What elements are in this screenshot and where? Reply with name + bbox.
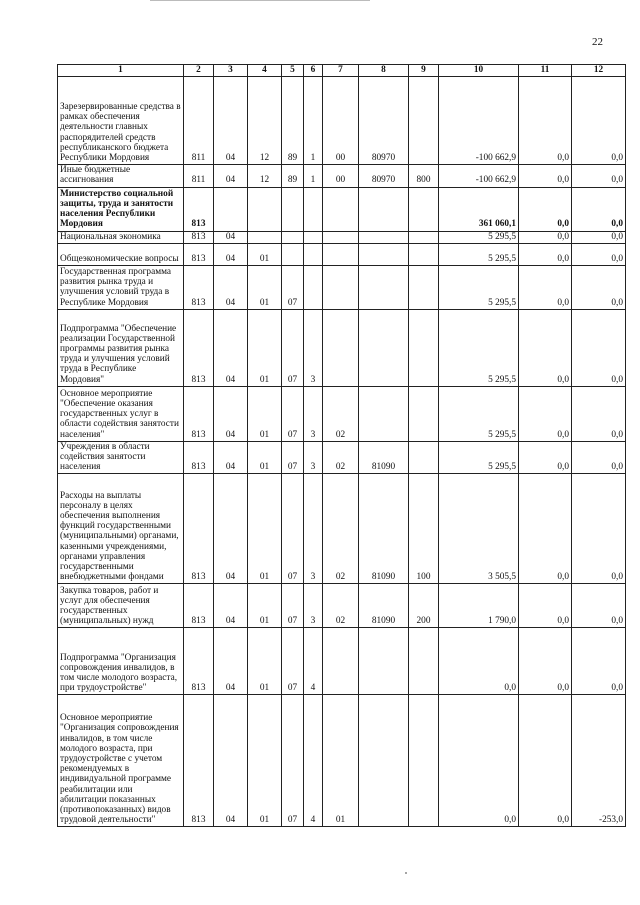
cell-subsection: 01 <box>248 441 282 474</box>
cell-section: 04 <box>214 165 248 187</box>
cell-direction: 80970 <box>359 77 409 165</box>
cell-amount-2: 0,0 <box>519 265 572 309</box>
cell-direction <box>359 628 409 695</box>
cell-expense-type <box>409 77 439 165</box>
cell-expense-type: 200 <box>409 584 439 628</box>
table-row <box>58 165 626 187</box>
cell-subprogram: 1 <box>304 165 323 187</box>
cell-ministry: 813 <box>184 695 214 827</box>
cell-amount-2: 0,0 <box>519 474 572 584</box>
cell-program <box>282 231 304 243</box>
cell-amount: 0,0 <box>439 695 519 827</box>
cell-amount-3: 0,0 <box>572 243 626 265</box>
cell-program: 07 <box>282 474 304 584</box>
cell-section: 04 <box>214 584 248 628</box>
cell-program <box>282 243 304 265</box>
cell-event: 00 <box>323 77 359 165</box>
cell-ministry: 811 <box>184 77 214 165</box>
table-row <box>58 386 626 441</box>
cell-subsection: 01 <box>248 309 282 386</box>
cell-program: 07 <box>282 309 304 386</box>
cell-amount: 3 505,5 <box>439 474 519 584</box>
cell-expense-type: 800 <box>409 165 439 187</box>
cell-subsection: 01 <box>248 265 282 309</box>
header-cell: 9 <box>409 65 439 77</box>
cell-amount-3: 0,0 <box>572 77 626 165</box>
cell-subprogram <box>304 265 323 309</box>
cell-program <box>282 187 304 231</box>
header-row <box>58 65 626 77</box>
cell-event: 00 <box>323 165 359 187</box>
cell-direction: 80970 <box>359 165 409 187</box>
cell-amount-2: 0,0 <box>519 695 572 827</box>
cell-amount: 5 295,5 <box>439 231 519 243</box>
cell-amount-3: 0,0 <box>572 474 626 584</box>
cell-ministry: 813 <box>184 386 214 441</box>
cell-ministry: 813 <box>184 231 214 243</box>
cell-ministry: 813 <box>184 265 214 309</box>
cell-subsection: 01 <box>248 695 282 827</box>
header-cell: 4 <box>248 65 282 77</box>
header-cell: 3 <box>214 65 248 77</box>
table-row <box>58 265 626 309</box>
cell-subsection: 01 <box>248 584 282 628</box>
cell-expense-type <box>409 265 439 309</box>
cell-direction <box>359 243 409 265</box>
cell-section: 04 <box>214 386 248 441</box>
cell-program: 07 <box>282 584 304 628</box>
row-name: Подпрограмма "Обеспечение реализации Государственной программы развития рынка труда и улучшения условий труда в Республике Мордовия" <box>58 309 184 386</box>
cell-direction <box>359 265 409 309</box>
cell-subprogram: 4 <box>304 695 323 827</box>
cell-amount-3: 0,0 <box>572 386 626 441</box>
cell-amount-3: 0,0 <box>572 165 626 187</box>
cell-amount-2: 0,0 <box>519 231 572 243</box>
cell-ministry: 813 <box>184 584 214 628</box>
cell-section: 04 <box>214 309 248 386</box>
cell-subsection: 01 <box>248 243 282 265</box>
row-name: Закупка товаров, работ и услуг для обеспечения государственных (муниципальных) нужд <box>58 584 184 628</box>
cell-amount-3: 0,0 <box>572 231 626 243</box>
cell-expense-type <box>409 187 439 231</box>
cell-section: 04 <box>214 77 248 165</box>
header-cell: 1 <box>58 65 184 77</box>
cell-event <box>323 231 359 243</box>
header-cell: 8 <box>359 65 409 77</box>
cell-ministry: 813 <box>184 474 214 584</box>
cell-expense-type <box>409 628 439 695</box>
cell-program: 07 <box>282 695 304 827</box>
cell-amount-2: 0,0 <box>519 165 572 187</box>
cell-ministry: 813 <box>184 628 214 695</box>
cell-expense-type <box>409 695 439 827</box>
cell-ministry: 813 <box>184 441 214 474</box>
cell-event <box>323 265 359 309</box>
cell-subprogram: 3 <box>304 474 323 584</box>
cell-program: 07 <box>282 441 304 474</box>
cell-section: 04 <box>214 695 248 827</box>
cell-amount: 5 295,5 <box>439 243 519 265</box>
cell-amount-2: 0,0 <box>519 386 572 441</box>
scan-speck <box>405 872 407 874</box>
cell-section <box>214 187 248 231</box>
cell-amount: -100 662,9 <box>439 165 519 187</box>
cell-amount-3: 0,0 <box>572 309 626 386</box>
table-row <box>58 309 626 386</box>
cell-program: 89 <box>282 77 304 165</box>
cell-amount-3: 0,0 <box>572 628 626 695</box>
cell-subsection: 01 <box>248 628 282 695</box>
cell-amount-2: 0,0 <box>519 309 572 386</box>
cell-subprogram: 3 <box>304 441 323 474</box>
cell-amount-2: 0,0 <box>519 628 572 695</box>
cell-amount-3: 0,0 <box>572 584 626 628</box>
cell-section: 04 <box>214 628 248 695</box>
cell-event: 01 <box>323 695 359 827</box>
cell-subprogram: 1 <box>304 77 323 165</box>
cell-ministry: 813 <box>184 309 214 386</box>
cell-amount: 0,0 <box>439 628 519 695</box>
cell-direction <box>359 231 409 243</box>
header-cell: 5 <box>282 65 304 77</box>
cell-ministry: 811 <box>184 165 214 187</box>
cell-amount-2: 0,0 <box>519 243 572 265</box>
row-name: Основное мероприятие "Обеспечение оказания государственных услуг в области содействия занятости населения" <box>58 386 184 441</box>
cell-amount: 5 295,5 <box>439 265 519 309</box>
cell-program: 07 <box>282 386 304 441</box>
cell-subprogram: 3 <box>304 584 323 628</box>
header-cell: 11 <box>519 65 572 77</box>
cell-expense-type <box>409 386 439 441</box>
cell-amount-3: 0,0 <box>572 265 626 309</box>
cell-section: 04 <box>214 265 248 309</box>
table-row <box>58 695 626 827</box>
row-name: Подпрограмма "Организация сопровождения инвалидов, в том числе молодого возраста, при трудоустройстве" <box>58 628 184 695</box>
cell-amount: 5 295,5 <box>439 441 519 474</box>
cell-direction <box>359 309 409 386</box>
cell-amount: 1 790,0 <box>439 584 519 628</box>
row-name: Расходы на выплаты персоналу в целях обеспечения выполнения функций государственными (муниципальными) органами, казенными учреждениями, органами управления государственными внебюджетными фондами <box>58 474 184 584</box>
cell-section: 04 <box>214 243 248 265</box>
table-row <box>58 187 626 231</box>
cell-subsection: 01 <box>248 386 282 441</box>
row-name: Министерство социальной защиты, труда и занятости населения Республики Мордовия <box>58 187 184 231</box>
cell-direction <box>359 386 409 441</box>
cell-event <box>323 243 359 265</box>
header-cell: 2 <box>184 65 214 77</box>
row-name: Учреждения в области содействия занятости населения <box>58 441 184 474</box>
cell-section: 04 <box>214 441 248 474</box>
header-cell: 12 <box>572 65 626 77</box>
cell-program: 89 <box>282 165 304 187</box>
table-row <box>58 584 626 628</box>
header-cell: 10 <box>439 65 519 77</box>
cell-expense-type <box>409 309 439 386</box>
row-name: Общеэкономические вопросы <box>58 243 184 265</box>
table-row <box>58 441 626 474</box>
cell-direction: 81090 <box>359 584 409 628</box>
cell-expense-type <box>409 243 439 265</box>
cell-amount-2: 0,0 <box>519 187 572 231</box>
cell-subprogram <box>304 231 323 243</box>
table-row <box>58 243 626 265</box>
cell-amount: 361 060,1 <box>439 187 519 231</box>
cell-expense-type: 100 <box>409 474 439 584</box>
cell-section: 04 <box>214 474 248 584</box>
table-row <box>58 474 626 584</box>
cell-amount: 5 295,5 <box>439 386 519 441</box>
row-name: Основное мероприятие "Организация сопровождения инвалидов, в том числе молодого возраста, при трудоустройстве с учетом рекомендуемых в индивидуальной программе реабилитации или абилитации показанных (противопоказанных) видов трудовой деятельности" <box>58 695 184 827</box>
cell-amount-3: 0,0 <box>572 441 626 474</box>
cell-subsection: 01 <box>248 474 282 584</box>
cell-amount-2: 0,0 <box>519 77 572 165</box>
cell-direction <box>359 187 409 231</box>
cell-subprogram <box>304 243 323 265</box>
row-name: Государственная программа развития рынка труда и улучшения условий труда в Республике Мордовия <box>58 265 184 309</box>
cell-program: 07 <box>282 265 304 309</box>
cell-program: 07 <box>282 628 304 695</box>
table-row <box>58 628 626 695</box>
cell-expense-type <box>409 441 439 474</box>
cell-event: 02 <box>323 584 359 628</box>
cell-subprogram <box>304 187 323 231</box>
cell-subsection <box>248 231 282 243</box>
cell-event: 02 <box>323 474 359 584</box>
cell-direction: 81090 <box>359 474 409 584</box>
top-rule <box>150 0 370 1</box>
cell-subsection <box>248 187 282 231</box>
row-name: Национальная экономика <box>58 231 184 243</box>
cell-subprogram: 3 <box>304 386 323 441</box>
cell-event: 02 <box>323 386 359 441</box>
cell-subprogram: 4 <box>304 628 323 695</box>
cell-amount-3: 0,0 <box>572 187 626 231</box>
cell-ministry: 813 <box>184 187 214 231</box>
cell-amount: 5 295,5 <box>439 309 519 386</box>
cell-subsection: 12 <box>248 165 282 187</box>
header-cell: 7 <box>323 65 359 77</box>
cell-event <box>323 309 359 386</box>
cell-section: 04 <box>214 231 248 243</box>
row-name: Зарезервированные средства в рамках обеспечения деятельности главных распорядителей средств республиканского бюджета Республики Мордовия <box>58 77 184 165</box>
cell-event: 02 <box>323 441 359 474</box>
page-number: 22 <box>592 36 603 48</box>
cell-direction <box>359 695 409 827</box>
cell-amount-2: 0,0 <box>519 584 572 628</box>
table-row <box>58 77 626 165</box>
budget-table <box>57 64 626 827</box>
cell-direction: 81090 <box>359 441 409 474</box>
header-cell: 6 <box>304 65 323 77</box>
cell-amount-3: -253,0 <box>572 695 626 827</box>
row-name: Иные бюджетные ассигнования <box>58 165 184 187</box>
cell-subprogram: 3 <box>304 309 323 386</box>
cell-amount: -100 662,9 <box>439 77 519 165</box>
table-row <box>58 231 626 243</box>
cell-event <box>323 628 359 695</box>
cell-subsection: 12 <box>248 77 282 165</box>
cell-amount-2: 0,0 <box>519 441 572 474</box>
cell-expense-type <box>409 231 439 243</box>
cell-event <box>323 187 359 231</box>
cell-ministry: 813 <box>184 243 214 265</box>
